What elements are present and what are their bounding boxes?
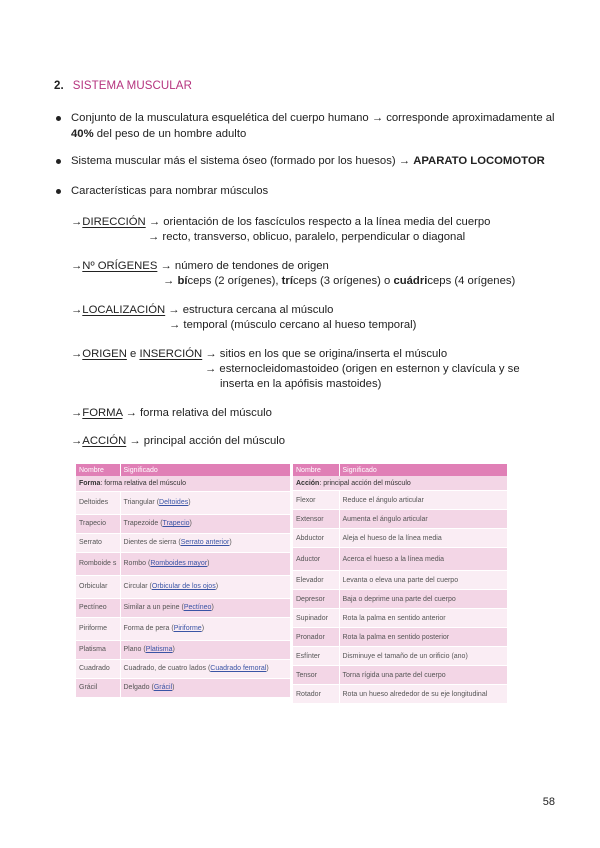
table-cell-name: Flexor bbox=[293, 491, 339, 510]
bullet-2-text: Sistema muscular más el sistema óseo (formado por los huesos) → bbox=[71, 155, 414, 167]
table-cell-meaning: Aleja el hueso de la línea media bbox=[339, 529, 507, 548]
table-cell-name: Serrato bbox=[76, 533, 120, 552]
bullet-1-bold: 40% bbox=[71, 128, 94, 140]
muscle-link[interactable]: Orbicular de los ojos bbox=[151, 583, 216, 590]
table-row bbox=[76, 491, 290, 514]
table-cell-name: Depresor bbox=[293, 590, 339, 609]
muscle-link[interactable]: Romboides mayor bbox=[150, 560, 208, 567]
criterion-text: → número de tendones de origen bbox=[157, 260, 329, 272]
muscle-link[interactable]: Deltoides bbox=[159, 499, 189, 506]
criterion-text: → sitios en los que se origina/inserta el músculo bbox=[202, 348, 448, 360]
criterion-localizacion bbox=[71, 302, 333, 318]
column-header: Significado bbox=[339, 464, 507, 476]
muscle-link[interactable]: Grácil bbox=[153, 684, 173, 691]
table-cell-meaning bbox=[120, 552, 290, 575]
table-cell-meaning bbox=[120, 575, 290, 598]
table-cell-name: Trapecio bbox=[76, 514, 120, 533]
meaning-text: ) bbox=[201, 625, 205, 632]
table-row bbox=[293, 590, 507, 609]
table-cell-name: Extensor bbox=[293, 510, 339, 529]
arrow-icon: → bbox=[71, 304, 83, 316]
table-cell-meaning: Acerca el hueso a la línea media bbox=[339, 548, 507, 571]
table-cell-meaning bbox=[120, 617, 290, 640]
table-cell-meaning: Rota un hueso alrededor de su eje longitudinal bbox=[339, 685, 507, 704]
column-header: Significado bbox=[120, 464, 290, 476]
table-lead-row bbox=[76, 476, 290, 491]
connector-text: e bbox=[126, 348, 140, 360]
prefix-bold: cuádri bbox=[393, 275, 428, 287]
criterion-label: LOCALIZACIÓN bbox=[82, 304, 166, 316]
table-row bbox=[293, 548, 507, 571]
meaning-text: Dientes de sierra ( bbox=[123, 539, 181, 546]
criterion-text: → orientación de los fascículos respecto a la línea media del cuerpo bbox=[145, 216, 491, 228]
bullet-1-rest: del peso de un hombre adulto bbox=[93, 128, 247, 140]
table-cell-name: Elevador bbox=[293, 571, 339, 590]
criterion-label: Nº ORÍGENES bbox=[82, 260, 158, 272]
forma-table bbox=[76, 464, 291, 698]
bullet-1-line-2 bbox=[71, 126, 246, 142]
table-header-row bbox=[293, 464, 507, 476]
table-row bbox=[293, 491, 507, 510]
meaning-text: Plano ( bbox=[123, 646, 146, 653]
table-cell-meaning bbox=[120, 659, 290, 678]
table-row bbox=[76, 678, 290, 697]
example-text: ceps (4 orígenes) bbox=[427, 275, 516, 287]
meaning-text: Triangular ( bbox=[123, 499, 160, 506]
table-lead-cell bbox=[293, 476, 507, 491]
table-cell-meaning: Torna rígida una parte del cuerpo bbox=[339, 666, 507, 685]
arrow-icon: → bbox=[71, 216, 83, 228]
criterion-label: ORIGEN bbox=[82, 348, 127, 360]
bullet-icon bbox=[56, 159, 61, 164]
meaning-text: Trapezoide ( bbox=[123, 520, 163, 527]
table-cell-name: Rotador bbox=[293, 685, 339, 704]
table-cell-meaning bbox=[120, 598, 290, 617]
table-cell-name: Romboide s bbox=[76, 552, 120, 575]
lead-bold: Acción bbox=[296, 479, 320, 487]
table-row bbox=[293, 571, 507, 590]
criterion-direccion-examples: → recto, transverso, oblicuo, paralelo, perpendicular o diagonal bbox=[148, 231, 466, 243]
section-heading bbox=[54, 80, 192, 92]
criterion-text: → forma relativa del músculo bbox=[122, 407, 272, 419]
criterion-direccion bbox=[71, 214, 490, 230]
table-row bbox=[293, 529, 507, 548]
table-cell-meaning: Aumenta el ángulo articular bbox=[339, 510, 507, 529]
arrow-icon: → bbox=[71, 435, 83, 447]
criterion-label: DIRECCIÓN bbox=[82, 216, 146, 228]
bullet-1-line-1: Conjunto de la musculatura esquelética del cuerpo humano → corresponde aproximadamente al bbox=[71, 112, 555, 124]
table-row bbox=[76, 552, 290, 575]
criterion-origenes-examples bbox=[163, 273, 515, 289]
table-cell-name: Abductor bbox=[293, 529, 339, 548]
prefix-bold: trí bbox=[281, 275, 293, 287]
muscle-link[interactable]: Platisma bbox=[145, 646, 173, 653]
table-row bbox=[293, 666, 507, 685]
table-cell-meaning: Reduce el ángulo articular bbox=[339, 491, 507, 510]
table-cell-meaning bbox=[120, 678, 290, 697]
table-row bbox=[76, 640, 290, 659]
table-cell-meaning: Levanta o eleva una parte del cuerpo bbox=[339, 571, 507, 590]
meaning-text: ) bbox=[229, 539, 232, 546]
criterion-origen-example-1: → esternocleidomastoideo (origen en esternon y clavícula y se bbox=[205, 363, 520, 375]
table-cell-meaning bbox=[120, 514, 290, 533]
table-row bbox=[293, 685, 507, 704]
arrow-icon: → bbox=[71, 260, 83, 272]
table-header-row bbox=[76, 464, 290, 476]
muscle-link[interactable]: Trapecio bbox=[162, 520, 190, 527]
criterion-origenes bbox=[71, 258, 329, 274]
example-text: ceps (2 orígenes), bbox=[187, 275, 282, 287]
meaning-text: Forma de pera ( bbox=[123, 625, 174, 632]
table-cell-name: Deltoides bbox=[76, 491, 120, 514]
criterion-forma bbox=[71, 405, 272, 421]
bullet-icon bbox=[56, 116, 61, 121]
table-row bbox=[76, 617, 290, 640]
meaning-text: ) bbox=[266, 665, 269, 672]
column-header: Nombre bbox=[76, 464, 120, 476]
page-number: 58 bbox=[542, 796, 555, 808]
lead-text: : forma relativa del músculo bbox=[100, 479, 186, 487]
muscle-link[interactable]: Cuadrado femoral bbox=[210, 665, 267, 672]
meaning-text: ) bbox=[207, 560, 210, 567]
table-row bbox=[76, 514, 290, 533]
table-cell-meaning: Baja o deprime una parte del cuerpo bbox=[339, 590, 507, 609]
bullet-3: Características para nombrar músculos bbox=[71, 185, 269, 197]
table-cell-meaning bbox=[120, 533, 290, 552]
table-lead-row bbox=[293, 476, 507, 491]
table-row bbox=[293, 510, 507, 529]
table-row bbox=[76, 575, 290, 598]
criterion-origen-example-2: inserta en la apófisis mastoides) bbox=[220, 378, 382, 390]
meaning-text: ) bbox=[189, 520, 192, 527]
accion-table bbox=[293, 464, 508, 704]
table-row bbox=[293, 628, 507, 647]
table-cell-name: Orbicular bbox=[76, 575, 120, 598]
bullet-2-bold: APARATO LOCOMOTOR bbox=[413, 155, 545, 167]
section-number: 2. bbox=[54, 80, 64, 92]
table-cell-name: Piriforme bbox=[76, 617, 120, 640]
table-row bbox=[76, 533, 290, 552]
criterion-label: FORMA bbox=[82, 407, 123, 419]
bullet-icon bbox=[56, 189, 61, 194]
section-title: SISTEMA MUSCULAR bbox=[72, 80, 192, 92]
table-cell-name: Pectíneo bbox=[76, 598, 120, 617]
example-text: ceps (3 orígenes) o bbox=[292, 275, 394, 287]
table-cell-name: Aductor bbox=[293, 548, 339, 571]
meaning-text: Delgado ( bbox=[123, 684, 154, 691]
table-cell-meaning: Disminuye el tamaño de un orificio (ano) bbox=[339, 647, 507, 666]
arrow-icon: → bbox=[71, 348, 83, 360]
table-row bbox=[76, 659, 290, 678]
table-cell-name: Grácil bbox=[76, 678, 120, 697]
meaning-text: Similar a un peine ( bbox=[123, 604, 184, 611]
criterion-accion bbox=[71, 433, 285, 449]
meaning-text: ) bbox=[172, 684, 175, 691]
table-cell-meaning: Rota la palma en sentido anterior bbox=[339, 609, 507, 628]
muscle-link[interactable]: Pectíneo bbox=[183, 604, 212, 611]
criterion-origen-insercion bbox=[71, 346, 447, 362]
arrow-icon: → bbox=[71, 407, 83, 419]
table-lead-cell bbox=[76, 476, 290, 491]
prefix-bold: bí bbox=[177, 275, 188, 287]
bullet-2 bbox=[71, 153, 545, 169]
criterion-text: → estructura cercana al músculo bbox=[165, 304, 334, 316]
table-cell-meaning bbox=[120, 491, 290, 514]
meaning-text: ) bbox=[188, 499, 191, 506]
lead-text: : principal acción del músculo bbox=[319, 479, 411, 487]
column-header: Nombre bbox=[293, 464, 339, 476]
table-cell-meaning: Rota la palma en sentido posterior bbox=[339, 628, 507, 647]
table-row bbox=[293, 647, 507, 666]
criterion-label: ACCIÓN bbox=[82, 435, 127, 447]
meaning-text: Cuadrado, de cuatro lados ( bbox=[123, 665, 211, 672]
criterion-localizacion-example: → temporal (músculo cercano al hueso temporal) bbox=[169, 319, 417, 331]
table-cell-meaning bbox=[120, 640, 290, 659]
arrow-icon: → bbox=[163, 275, 175, 287]
table-cell-name: Supinador bbox=[293, 609, 339, 628]
meaning-text: Rombo ( bbox=[123, 560, 151, 567]
table-cell-name: Cuadrado bbox=[76, 659, 120, 678]
table-cell-name: Tensor bbox=[293, 666, 339, 685]
meaning-text: ) bbox=[215, 583, 219, 590]
meaning-text: Circular ( bbox=[123, 583, 152, 590]
muscle-link[interactable]: Serrato anterior bbox=[180, 539, 230, 546]
criterion-text: → principal acción del músculo bbox=[126, 435, 286, 447]
table-row bbox=[293, 609, 507, 628]
criterion-label: INSERCIÓN bbox=[139, 348, 203, 360]
meaning-text: ) bbox=[172, 646, 175, 653]
table-cell-name: Esfínter bbox=[293, 647, 339, 666]
muscle-link[interactable]: Piriforme bbox=[173, 625, 202, 632]
lead-bold: Forma bbox=[79, 479, 101, 487]
table-row bbox=[76, 598, 290, 617]
meaning-text: ) bbox=[211, 604, 214, 611]
table-cell-name: Platisma bbox=[76, 640, 120, 659]
table-cell-name: Pronador bbox=[293, 628, 339, 647]
